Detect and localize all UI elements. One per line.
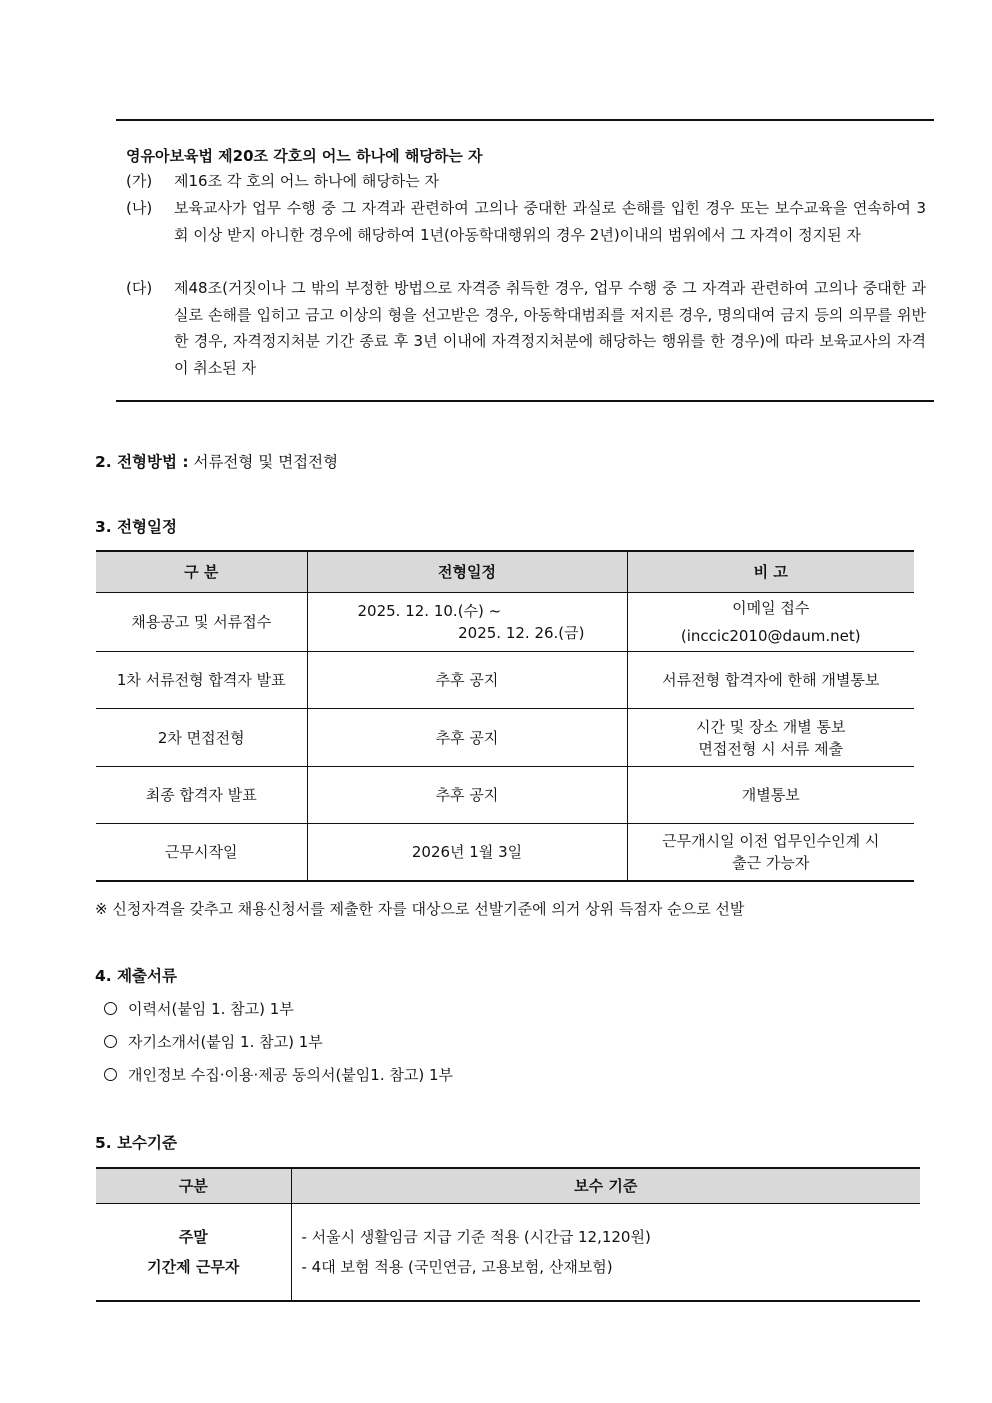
note-cell: 개별통보 — [627, 767, 914, 824]
note-line: 시간 및 장소 개별 통보 — [696, 717, 846, 736]
table-header-row — [96, 551, 914, 593]
document-item — [104, 1031, 323, 1052]
note-line: 근무개시일 이전 업무인수인계 시 — [662, 831, 880, 850]
note-cell: 서류전형 합격자에 한해 개별통보 — [627, 652, 914, 709]
circle-bullet-icon — [104, 1035, 117, 1048]
note-line: 이메일 접수 — [732, 599, 810, 617]
criteria-cell — [291, 1204, 920, 1301]
note-cell — [627, 824, 914, 881]
criteria-line: - 4대 보험 적용 (국민연금, 고용보험, 산재보험) — [301, 1257, 613, 1276]
item-text: 제48조(거짓이나 그 밖의 부정한 방법으로 자격증 취득한 경우, 업무 수행 중 그 자격과 관련하여 고의나 중대한 과실로 손해를 입히고 금고 이상의 형을 선고받은 경우, 아동학대범죄를 저지른 경우, 명의대여 금지 등의 의무를 위반한 경우, 자격정지처분 기간 종료 후 3년 이내에 자격정지처분에 해당하는 행위를 한 경우)에 따라 보육교사의 자격이 취소된 자 — [174, 279, 926, 377]
note-cell — [627, 709, 914, 767]
schedule-cell: 추후 공지 — [307, 767, 627, 824]
document-item-text: 개인정보 수집·이용·제공 동의서(붙임1. 참고) 1부 — [128, 1066, 453, 1084]
schedule-cell: 추후 공지 — [307, 652, 627, 709]
table-row — [96, 593, 914, 652]
column-header: 구 분 — [96, 551, 307, 593]
section-2-value: 서류전형 및 면접전형 — [188, 453, 339, 471]
schedule-end: 2025. 12. 26.(금) — [458, 624, 585, 642]
note-line: 출근 가능자 — [732, 853, 810, 872]
document-item — [104, 1064, 453, 1085]
email-address: (inccic2010@daum.net) — [680, 627, 861, 645]
category-cell: 채용공고 및 서류접수 — [96, 593, 307, 652]
table-row — [96, 1204, 920, 1301]
item-label: (다) — [126, 279, 153, 297]
document-item-text: 자기소개서(붙임 1. 참고) 1부 — [128, 1033, 323, 1051]
document-item — [104, 998, 294, 1019]
category-cell — [96, 1204, 291, 1301]
column-header: 구분 — [96, 1168, 291, 1204]
schedule-cell — [307, 593, 627, 652]
schedule-cell: 2026년 1월 3일 — [307, 824, 627, 881]
qualification-item-na — [126, 195, 926, 248]
section-5-heading: 5. 보수기준 — [95, 1134, 177, 1152]
item-text: 제16조 각 호의 어느 하나에 해당하는 자 — [174, 172, 440, 190]
category-line: 주말 — [178, 1227, 208, 1246]
schedule-cell: 추후 공지 — [307, 709, 627, 767]
table-row — [96, 824, 914, 881]
item-label: (나) — [126, 199, 153, 217]
category-cell: 최종 합격자 발표 — [96, 767, 307, 824]
category-cell: 1차 서류전형 합격자 발표 — [96, 652, 307, 709]
column-header: 전형일정 — [307, 551, 627, 593]
qualification-title: 영유아보육법 제20조 각호의 어느 하나에 해당하는 자 — [126, 147, 483, 165]
criteria-line: - 서울시 생활임금 지급 기준 적용 (시간급 12,120원) — [301, 1227, 651, 1246]
qualification-item-ga — [126, 168, 926, 195]
note-line: 면접전형 시 서류 제출 — [698, 739, 844, 758]
section-2 — [95, 450, 338, 472]
section-2-heading: 2. 전형방법 : — [95, 453, 189, 471]
circle-bullet-icon — [104, 1002, 117, 1015]
table-header-row — [96, 1168, 920, 1204]
qualification-item-da — [126, 275, 926, 381]
section-4-heading: 4. 제출서류 — [95, 967, 177, 985]
note-cell — [627, 593, 914, 652]
item-label: (가) — [126, 172, 153, 190]
schedule-start: 2025. 12. 10.(수) ~ — [357, 602, 502, 620]
category-cell: 2차 면접전형 — [96, 709, 307, 767]
category-cell: 근무시작일 — [96, 824, 307, 881]
qualification-box — [116, 119, 934, 402]
document-item-text: 이력서(붙임 1. 참고) 1부 — [128, 1000, 294, 1018]
circle-bullet-icon — [104, 1068, 117, 1081]
column-header: 보수 기준 — [291, 1168, 920, 1204]
selection-footnote: ※ 신청자격을 갖추고 채용신청서를 제출한 자를 대상으로 선발기준에 의거 상위 득점자 순으로 선발 — [95, 900, 745, 918]
item-text: 보육교사가 업무 수행 중 그 자격과 관련하여 고의나 중대한 과실로 손해를 입힌 경우 또는 보수교육을 연속하여 3회 이상 받지 아니한 경우에 해당하여 1년(아동학대행위의 경우 2년)이내의 범위에서 그 자격이 정지된 자 — [174, 199, 926, 244]
pay-table — [96, 1167, 920, 1302]
table-row — [96, 652, 914, 709]
table-row — [96, 709, 914, 767]
table-row — [96, 767, 914, 824]
section-3-heading: 3. 전형일정 — [95, 518, 177, 536]
column-header: 비 고 — [627, 551, 914, 593]
category-line: 기간제 근무자 — [147, 1257, 240, 1276]
schedule-table — [96, 550, 914, 882]
